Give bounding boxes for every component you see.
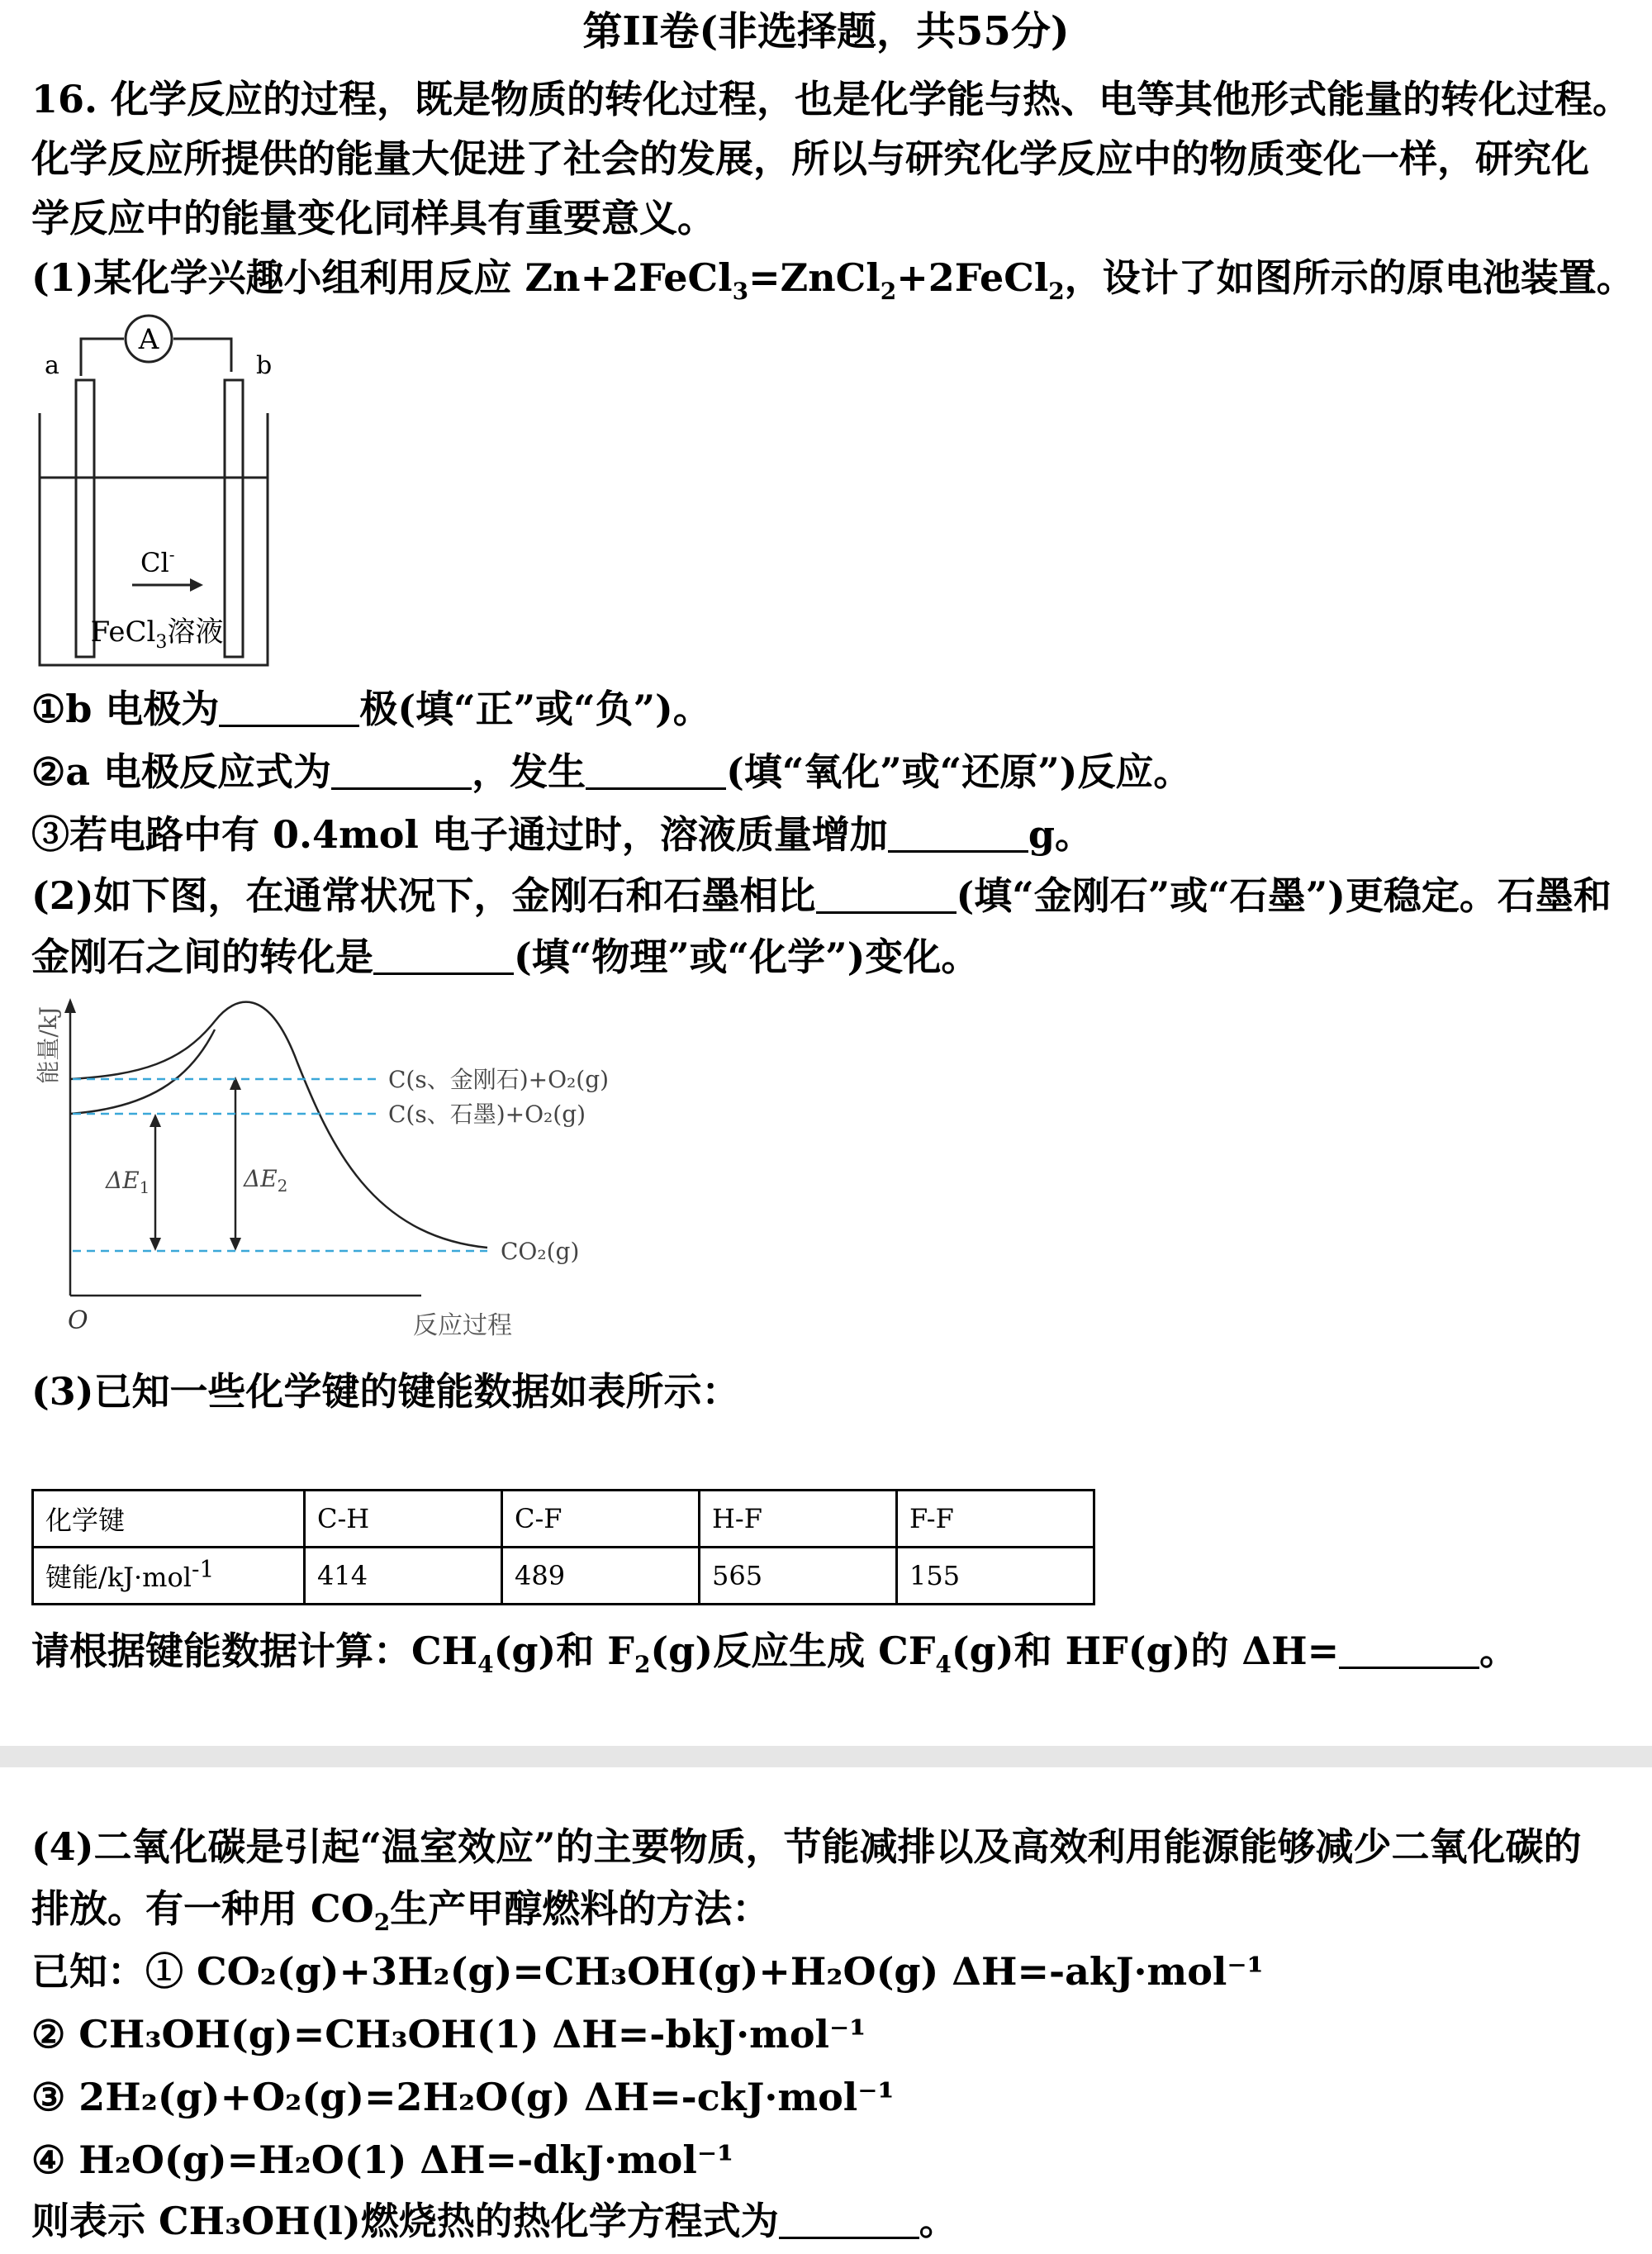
part4-final-question: 则表示 CH₃OH(l)燃烧热的热化学方程式为 。: [31, 2199, 957, 2243]
table-header-cell: F-F: [897, 1491, 1094, 1548]
part3-question: 请根据键能数据计算：$CH_4(g)$和 $F_2(g)$反应生成 $CF_4(g)$和 HF(g)的 ΔH= 。: [31, 1629, 1518, 1679]
energy-profile-diagram: [25, 988, 653, 1352]
table-cell: 414: [305, 1548, 502, 1605]
equation-2: ② CH₃OH(g)=CH₃OH(1) ΔH=-bkJ·mol⁻¹: [31, 2012, 866, 2057]
table-header-row: [33, 1491, 1094, 1548]
part1-item1: ①b 电极为 极(填“正”或“负”)。: [31, 687, 711, 731]
part1-item3: ③若电路中有 0.4mol 电子通过时，溶液质量增加 g。: [31, 812, 1094, 857]
table-cell: 155: [897, 1548, 1094, 1605]
part2-line2: 金刚石之间的转化是 (填“物理”或“化学”)变化。: [31, 934, 980, 979]
co2-level-label: CO₂(g): [501, 1238, 580, 1265]
electrode-a-label: a: [45, 351, 59, 380]
answer-blank[interactable]: [331, 754, 472, 790]
galvanic-cell-diagram: [33, 314, 281, 678]
delta-e2-label: $\Delta E_2$: [244, 1165, 288, 1196]
part3-intro: (3)已知一些化学键的键能数据如表所示：: [31, 1369, 740, 1414]
solution-label: FeCl$_3$溶液: [90, 616, 224, 653]
answer-blank[interactable]: [373, 939, 514, 975]
part1-item2: ②a 电极反应式为 ，发生 (填“氧化”或“还原”)反应。: [31, 749, 1192, 794]
table-cell: 565: [700, 1548, 897, 1605]
bond-energy-table: [31, 1489, 1095, 1605]
table-header-cell: C-H: [305, 1491, 502, 1548]
table-row-label: 键能/kJ·mol$^{-1}$: [33, 1548, 305, 1605]
table-header-cell: H-F: [700, 1491, 897, 1548]
diamond-level-label: C(s、金刚石)+O₂(g): [388, 1066, 610, 1093]
part4-line1: (4)二氧化碳是引起“温室效应”的主要物质，节能减排以及高效利用能源能够减少二氧化碳的: [31, 1824, 1582, 1869]
equation-3: ③ 2H₂(g)+O₂(g)=2H₂O(g) ΔH=-ckJ·mol⁻¹: [31, 2075, 895, 2119]
equation-4: ④ H₂O(g)=H₂O(1) ΔH=-dkJ·mol⁻¹: [31, 2137, 734, 2182]
section-title: 第II卷(非选择题，共55分): [582, 8, 1070, 55]
chloride-ion-label: Cl-: [140, 544, 175, 578]
answer-blank[interactable]: [779, 2204, 919, 2239]
table-row: [33, 1548, 1094, 1605]
table-header-cell: C-F: [502, 1491, 700, 1548]
electrode-b-label: b: [256, 351, 273, 380]
table-header-cell: 化学键: [33, 1491, 305, 1548]
page-separator: [0, 1746, 1652, 1767]
delta-e1-label: $\Delta E_1$: [106, 1167, 150, 1197]
q16-intro-line2: 化学反应所提供的能量大促进了社会的发展，所以与研究化学反应中的物质变化一样，研究化: [31, 136, 1589, 181]
answer-blank[interactable]: [816, 878, 957, 914]
part1-intro: (1)某化学兴趣小组利用反应 Zn+2FeCl$_3$=ZnCl$_2$+2FeCl$_2$，设计了如图所示的原电池装置。: [31, 255, 1635, 306]
y-axis-label: 能量/kJ: [35, 1006, 62, 1084]
q16-intro-line3: 学反应中的能量变化同样具有重要意义。: [31, 196, 715, 240]
answer-blank[interactable]: [888, 817, 1028, 853]
origin-label: O: [68, 1306, 88, 1335]
answer-blank[interactable]: [219, 692, 359, 727]
answer-blank[interactable]: [1339, 1633, 1479, 1669]
q16-intro-line1: 16. 化学反应的过程，既是物质的转化过程，也是化学能与热、电等其他形式能量的转化过程。: [31, 77, 1631, 121]
x-axis-label: 反应过程: [413, 1311, 512, 1340]
graphite-level-label: C(s、石墨)+O₂(g): [388, 1101, 586, 1128]
equation-1: 已知：① CO₂(g)+3H₂(g)=CH₃OH(g)+H₂O(g) ΔH=-akJ·mol⁻¹: [31, 1949, 1264, 1994]
ammeter-symbol: A: [138, 323, 159, 356]
part2-line1: (2)如下图，在通常状况下，金刚石和石墨相比 (填“金刚石”或“石墨”)更稳定。石墨和: [31, 873, 1612, 918]
table-cell: 489: [502, 1548, 700, 1605]
answer-blank[interactable]: [586, 754, 726, 790]
part4-line2: 排放。有一种用 $CO_2$生产甲醇燃料的方法：: [31, 1886, 771, 1937]
